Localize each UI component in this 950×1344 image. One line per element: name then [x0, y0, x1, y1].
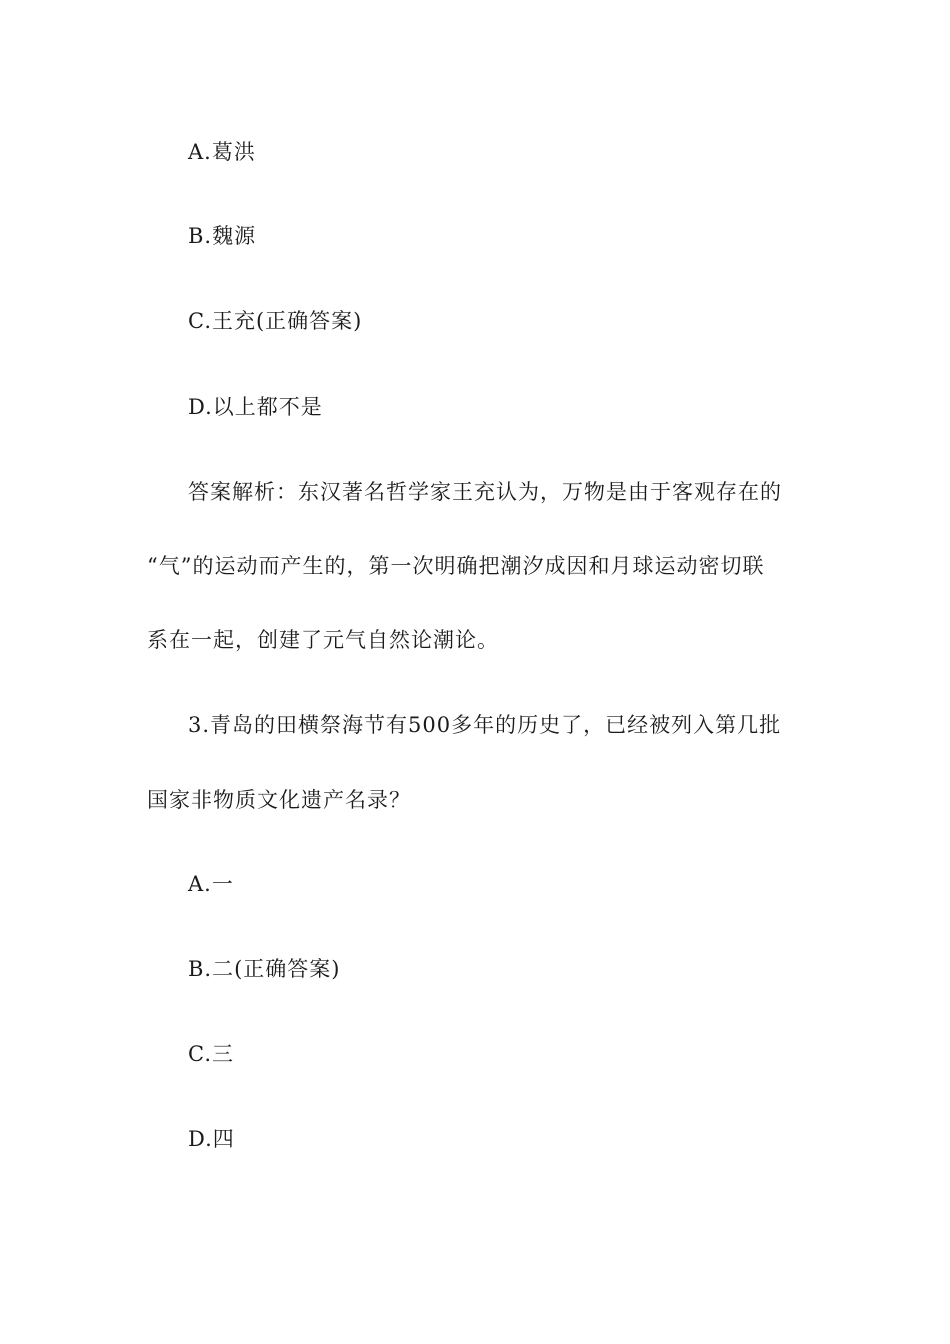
q3-stem-line-1: 3.青岛的田横祭海节有500多年的历史了，已经被列入第几批 — [188, 713, 782, 737]
q2-analysis-line-2: “气”的运动而产生的，第一次明确把潮汐成因和月球运动密切联 — [147, 554, 765, 578]
q2-analysis-line-3: 系在一起，创建了元气自然论潮论。 — [147, 628, 499, 652]
q2-option-a: A.葛洪 — [188, 140, 256, 164]
q2-analysis-line-1: 答案解析：东汉著名哲学家王充认为，万物是由于客观存在的 — [188, 480, 782, 504]
q2-option-b: B.魏源 — [188, 224, 257, 248]
q3-option-c: C.三 — [188, 1042, 234, 1066]
q3-option-a: A.一 — [188, 872, 234, 896]
q3-stem-line-2: 国家非物质文化遗产名录？ — [147, 788, 411, 812]
q2-option-d: D.以上都不是 — [188, 395, 323, 419]
q3-option-b: B.二(正确答案) — [188, 957, 341, 981]
q3-option-d: D.四 — [188, 1127, 235, 1151]
q2-option-c: C.王充(正确答案) — [188, 309, 363, 333]
